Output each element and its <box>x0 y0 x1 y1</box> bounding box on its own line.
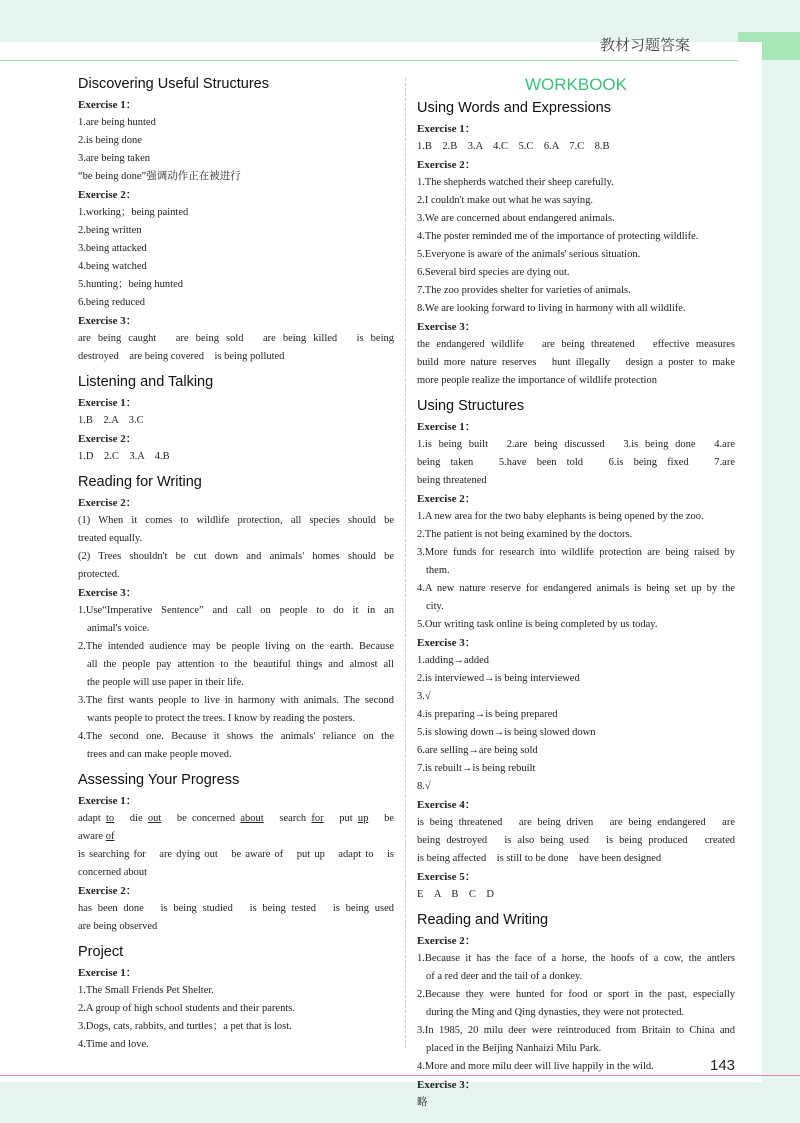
answer-line: 7.is rebuilt→is being rebuilt <box>417 763 536 774</box>
answer-line: 1.is being built 2.are being discussed 3.is being done 4.are <box>417 439 735 450</box>
answer-line: during the Ming and Qing dynasties, they were not protected. <box>426 1007 685 1018</box>
answer-line: wants people to protect the trees. I know by reading the posters. <box>87 713 355 724</box>
exercise-label: Exercise 3： <box>78 587 137 599</box>
answer-line: 8.√ <box>417 781 431 792</box>
exercise-label: Exercise 2： <box>78 189 137 201</box>
answer-line: build more nature reserves hunt illegally design a poster to make <box>417 357 735 368</box>
answer-line: 2.Because they were hunted for food or sport in the past, especially <box>417 989 735 1000</box>
answer-line: 3.Dogs, cats, rabbits, and turtles；a pet that is lost. <box>78 1021 292 1032</box>
answer-line: all the people pay attention to the beautiful things and almost all <box>87 659 394 670</box>
answer-line: 1.adding→added <box>417 655 490 666</box>
answer-line: being threatened <box>417 475 487 486</box>
answer-line: the people will use paper in their life. <box>87 677 244 688</box>
page-number: 143 <box>710 1057 736 1074</box>
section-title: Using Words and Expressions <box>417 100 611 116</box>
exercise-label: Exercise 2： <box>417 935 476 947</box>
answer-line <box>78 828 394 846</box>
answer-line: 略 <box>417 1097 428 1108</box>
exercise-label: Exercise 1： <box>78 795 137 807</box>
underlined-word: about <box>240 813 264 824</box>
answer-line: protected. <box>78 569 120 580</box>
answer-line: 2.is being done <box>78 135 142 146</box>
answer-line: is being threatened are being driven are being endangered are <box>417 817 735 828</box>
answer-line: 1.working；being painted <box>78 207 189 218</box>
answer-line: is searching for are dying out be aware of put up adapt to is <box>78 849 394 860</box>
answer-line: 4.The poster reminded me of the importance of protecting wildlife. <box>417 231 699 242</box>
answer-line: 1.The shepherds watched their sheep carefully. <box>417 177 614 188</box>
exercise-label: Exercise 5： <box>417 871 476 883</box>
answer-text: search <box>263 813 312 824</box>
answer-line: destroyed are being covered is being polluted <box>78 351 285 362</box>
answer-line: being taken 5.have been told 6.is being fixed 7.are <box>417 457 735 468</box>
answer-line: 2.is interviewed→is being interviewed <box>417 673 580 684</box>
section-title: Project <box>78 944 124 960</box>
answer-line: 1.B 2.A 3.C <box>78 415 144 426</box>
answer-line: (1) When it comes to wildlife protection, all species should be <box>78 515 394 526</box>
answer-text: put <box>323 813 358 824</box>
answer-line: 4.being watched <box>78 261 147 272</box>
section-title: Reading and Writing <box>417 912 549 928</box>
answer-line: 3.More funds for research into wildlife protection are being raised by <box>417 547 735 558</box>
underlined-word: for <box>311 813 324 824</box>
answer-line: them. <box>426 565 450 576</box>
answer-line: 2.being written <box>78 225 142 236</box>
exercise-label: Exercise 3： <box>78 315 137 327</box>
answer-line: are being caught are being sold are being killed is being <box>78 333 394 344</box>
answer-line: trees and can make people moved. <box>87 749 232 760</box>
answer-line: 4.More and more milu deer will live happily in the wild. <box>417 1061 654 1072</box>
answer-line: 1.A new area for the two baby elephants is being opened by the zoo. <box>417 511 704 522</box>
answer-line: “be being done”强调动作正在被进行 <box>78 171 241 182</box>
answer-line: 3.being attacked <box>78 243 147 254</box>
answer-text: be concerned <box>161 813 241 824</box>
answer-line: 1.D 2.C 3.A 4.B <box>78 451 170 462</box>
answer-line: being destroyed is also being used is being produced created <box>417 835 735 846</box>
answer-line: 4.The second one. Because it shows the animals' reliance on the <box>78 731 394 742</box>
answer-line: 3.We are concerned about endangered animals. <box>417 213 615 224</box>
exercise-label: Exercise 2： <box>78 885 137 897</box>
answer-line: 8.We are looking forward to living in harmony with all wildlife. <box>417 303 686 314</box>
answer-line: 3.are being taken <box>78 153 151 164</box>
column-divider <box>405 78 406 1048</box>
exercise-label: Exercise 1： <box>78 99 137 111</box>
answer-line: 6.Several bird species are dying out. <box>417 267 570 278</box>
answer-line: 6.being reduced <box>78 297 146 308</box>
answer-text: be <box>368 813 394 824</box>
underlined-word: to <box>105 813 115 824</box>
answer-line: 7.The zoo provides shelter for varieties of animals. <box>417 285 631 296</box>
answer-line: 3.The first wants people to live in harmony with animals. The second <box>78 695 394 706</box>
answer-line: 1.Use“Imperative Sentence” and call on people to do it in an <box>78 605 394 616</box>
answer-line: 4.A new nature reserve for endangered animals is being set up by the <box>417 583 735 594</box>
exercise-label: Exercise 1： <box>78 967 137 979</box>
underlined-word: out <box>147 813 162 824</box>
answer-line: concerned about <box>78 867 148 878</box>
exercise-label: Exercise 1： <box>78 397 137 409</box>
exercise-label: Exercise 3： <box>417 321 476 333</box>
exercise-label: Exercise 3： <box>417 1079 476 1091</box>
answer-line: 5.Our writing task online is being completed by us today. <box>417 619 658 630</box>
underlined-word: up <box>357 813 369 824</box>
exercise-label: Exercise 4： <box>417 799 476 811</box>
answer-line: 1.B 2.B 3.A 4.C 5.C 6.A 7.C 8.B <box>417 141 610 152</box>
underlined-word: of <box>105 831 115 842</box>
answer-line: has been done is being studied is being tested is being used <box>78 903 394 914</box>
answer-line: treated equally. <box>78 533 143 544</box>
answer-line: 4.Time and love. <box>78 1039 149 1050</box>
section-title: Listening and Talking <box>78 374 214 390</box>
answer-text: die <box>114 813 148 824</box>
answer-line: 3.√ <box>417 691 431 702</box>
answer-line: 2.The patient is not being examined by the doctors. <box>417 529 633 540</box>
exercise-label: Exercise 3： <box>417 637 476 649</box>
answer-line: of a red deer and the tail of a donkey. <box>426 971 583 982</box>
answer-line: 1.are being hunted <box>78 117 156 128</box>
answer-line: 5.is slowing down→is being slowed down <box>417 727 596 738</box>
exercise-label: Exercise 1： <box>417 421 476 433</box>
right-column <box>417 74 735 1112</box>
answer-line: more people realize the importance of wildlife protection <box>417 375 657 386</box>
workbook-heading: WORKBOOK <box>524 75 627 94</box>
answer-line: the endangered wildlife are being threatened effective measures <box>417 339 735 350</box>
answer-line <box>78 810 394 828</box>
section-title: Using Structures <box>417 398 525 414</box>
exercise-label: Exercise 2： <box>78 433 137 445</box>
answer-line: city. <box>426 601 444 612</box>
answer-line: are being observed <box>78 921 158 932</box>
answer-line: 6.are selling→are being sold <box>417 745 538 756</box>
answer-line: is being affected is still to be done have been designed <box>417 853 662 864</box>
left-column <box>78 74 394 1054</box>
answer-line: E A B C D <box>417 889 495 900</box>
header-rule <box>0 60 738 61</box>
answer-line: 4.is preparing→is being prepared <box>417 709 558 720</box>
answer-line: 2.The intended audience may be people living on the earth. Because <box>78 641 394 652</box>
answer-line: 2.I couldn't make out what he was saying. <box>417 195 593 206</box>
answer-line: animal's voice. <box>87 623 150 634</box>
answer-line: placed in the Beijing Nanhaizi Milu Park. <box>426 1043 602 1054</box>
answer-line: 1.The Small Friends Pet Shelter. <box>78 985 214 996</box>
answer-line: 1.Because it has the face of a horse, the hoofs of a cow, the antlers <box>417 953 735 964</box>
section-title: Assessing Your Progress <box>78 772 240 788</box>
answer-line: 3.In 1985, 20 milu deer were reintroduced from Britain to China and <box>417 1025 735 1036</box>
answer-text: aware <box>78 831 106 842</box>
page-number-rule <box>0 1075 800 1076</box>
exercise-label: Exercise 2： <box>417 493 476 505</box>
section-title: Discovering Useful Structures <box>78 76 269 92</box>
exercise-label: Exercise 1： <box>417 123 476 135</box>
header-title: 教材习题答案 <box>600 36 691 54</box>
answer-line: 2.A group of high school students and their parents. <box>78 1003 295 1014</box>
answer-line: 5.Everyone is aware of the animals' serious situation. <box>417 249 641 260</box>
answer-text: adapt <box>78 813 106 824</box>
answer-line: 5.hunting；being hunted <box>78 279 183 290</box>
answer-line: (2) Trees shouldn't be cut down and animals' homes should be <box>78 551 394 562</box>
section-title: Reading for Writing <box>78 474 202 490</box>
exercise-label: Exercise 2： <box>78 497 137 509</box>
exercise-label: Exercise 2： <box>417 159 476 171</box>
